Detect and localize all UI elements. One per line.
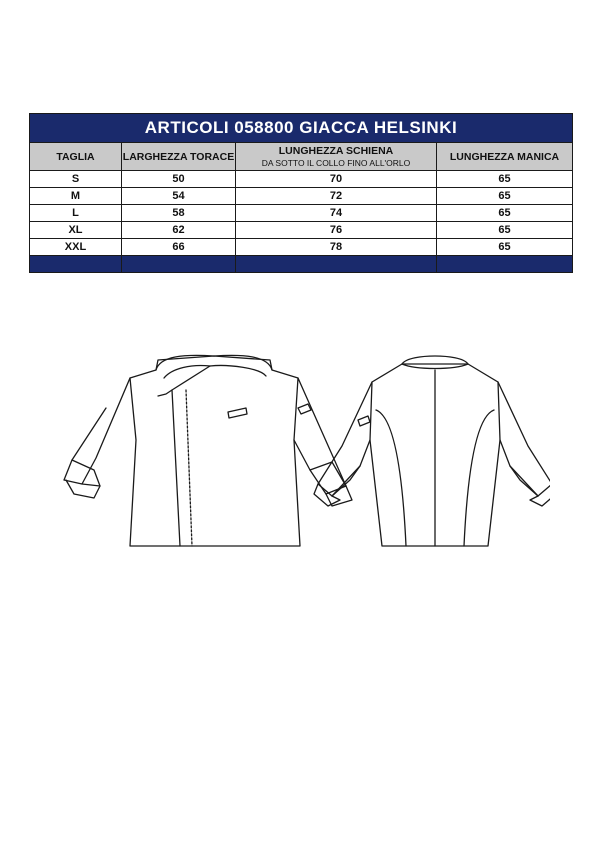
cell-chest: 50	[122, 171, 236, 188]
header-taglia: TAGLIA	[30, 143, 122, 171]
header-lunghezza-schiena-sub: DA SOTTO IL COLLO FINO ALL'ORLO	[261, 158, 411, 168]
cell-back-length: 78	[236, 239, 437, 256]
cell-size: L	[30, 205, 122, 222]
table-header-row	[30, 143, 573, 171]
header-lunghezza-manica: LUNGHEZZA MANICA	[437, 143, 573, 171]
table-row	[30, 205, 573, 222]
cell-sleeve-length: 65	[437, 188, 573, 205]
cell-back-length: 72	[236, 188, 437, 205]
cell-size: M	[30, 188, 122, 205]
cell-sleeve-length: 65	[437, 222, 573, 239]
cell-back-length: 70	[236, 171, 437, 188]
jacket-drawings	[60, 350, 550, 560]
table-row	[30, 222, 573, 239]
header-larghezza-torace: LARGHEZZA TORACE	[122, 143, 236, 171]
cell-back-length: 74	[236, 205, 437, 222]
table-title: ARTICOLI 058800 GIACCA HELSINKI	[30, 114, 573, 143]
cell-size: XL	[30, 222, 122, 239]
size-chart-table	[29, 113, 573, 273]
cell-size: XXL	[30, 239, 122, 256]
jacket-back-drawing	[314, 356, 550, 546]
cell-sleeve-length: 65	[437, 171, 573, 188]
jacket-front-drawing	[64, 355, 352, 546]
table-row	[30, 171, 573, 188]
table-footer-band	[30, 256, 573, 273]
table-row	[30, 239, 573, 256]
header-lunghezza-schiena: LUNGHEZZA SCHIENA DA SOTTO IL COLLO FINO ALL'ORLO	[236, 143, 437, 171]
cell-sleeve-length: 65	[437, 239, 573, 256]
cell-chest: 62	[122, 222, 236, 239]
cell-size: S	[30, 171, 122, 188]
cell-chest: 58	[122, 205, 236, 222]
cell-chest: 66	[122, 239, 236, 256]
cell-back-length: 76	[236, 222, 437, 239]
cell-sleeve-length: 65	[437, 205, 573, 222]
table-row	[30, 188, 573, 205]
cell-chest: 54	[122, 188, 236, 205]
